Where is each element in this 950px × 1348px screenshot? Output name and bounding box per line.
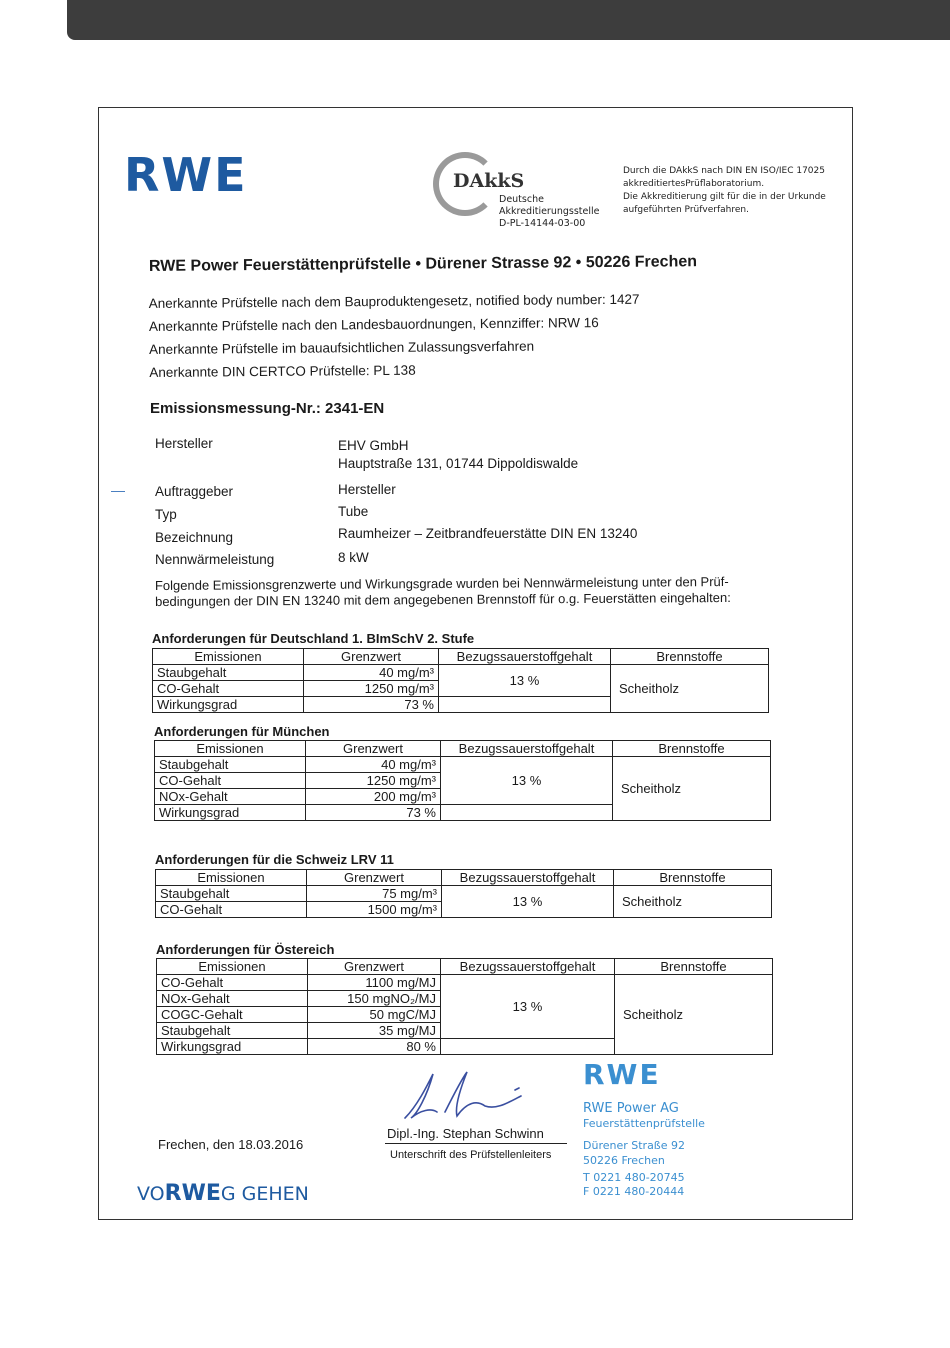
table-muenchen [154,740,771,821]
header-brennstoffe: Brennstoffe [613,741,771,757]
nennwaerme-label: Nennwärmeleistung [155,552,275,567]
typ-label: Typ [155,507,177,522]
typ-value: Tube [338,504,369,519]
recognition-line: Anerkannte Prüfstelle nach dem Bauproduktengesetz, notified body number: 1427 [148,291,640,312]
header-emissionen: Emissionen [157,959,308,975]
table-cell: Wirkungsgrad [157,1039,308,1055]
empty-cell [439,697,611,713]
table-cell: CO-Gehalt [153,681,304,697]
table-cell: Wirkungsgrad [153,697,304,713]
intro-text: Folgende Emissionsgrenzwerte und Wirkungsgrade wurden bei Nennwärmeleistung unter den Prüf- bedingungen der DIN EN 13240 mit dem angegebenen Brennstoff für o.g. Feuerstätten eingehalten: [154,573,731,609]
brennstoff-cell: Scheitholz [615,975,773,1055]
recognition-line: Anerkannte Prüfstelle nach den Landesbauordnungen, Kennziffer: NRW 16 [148,315,599,335]
header-grenzwert: Grenzwert [306,741,441,757]
auftraggeber-label: Auftraggeber [155,484,234,499]
table-schweiz [155,869,772,918]
header-grenzwert: Grenzwert [308,959,441,975]
table-cell: Staubgehalt [153,665,304,681]
footer-slogan: VORWEG GEHEN [137,1181,309,1206]
header-brennstoffe: Brennstoffe [614,870,772,886]
table-cell: 50 mgC/MJ [308,1007,441,1023]
place-date: Frechen, den 18.03.2016 [158,1137,304,1152]
stamp-address: Dürener Straße 92 50226 Frechen [583,1139,685,1167]
table-cell: 150 mgNO₂/MJ [308,991,441,1007]
rwe-logo: RWE [124,148,248,202]
accreditation-note: Durch die DAkkS nach DIN EN ISO/IEC 17025 akkreditiertesPrüflaboratorium. Die Akkreditierung gilt für die in der Urkunde aufgeführten Prüfverfahren. [623,166,826,215]
hersteller-label: Hersteller [155,436,213,451]
recognitions-list [149,288,641,384]
table-cell: 73 % [306,805,441,821]
table-cell: 1250 mg/m³ [306,773,441,789]
table-cell: Wirkungsgrad [155,805,306,821]
brennstoff-cell: Scheitholz [613,757,771,821]
header-bezug: Bezugssauerstoffgehalt [441,959,615,975]
header-grenzwert: Grenzwert [304,649,439,665]
header-emissionen: Emissionen [153,649,304,665]
table-cell: 1500 mg/m³ [307,902,442,918]
bezeichnung-label: Bezeichnung [155,530,234,545]
table-cell: Staubgehalt [156,886,307,902]
table-cell: CO-Gehalt [157,975,308,991]
signatory-name: Dipl.-Ing. Stephan Schwinn [387,1126,544,1141]
table-title-schweiz: Anforderungen für die Schweiz LRV 11 [155,852,394,867]
signatory-role: Unterschrift des Prüfstellenleiters [390,1149,552,1161]
table-cell: 1100 mg/MJ [308,975,441,991]
bezeichnung-value: Raumheizer – Zeitbrandfeuerstätte DIN EN 13240 [338,526,638,541]
table-cell: 73 % [304,697,439,713]
hersteller-address: Hauptstraße 131, 01744 Dippoldiswalde [338,456,579,471]
table-cell: 75 mg/m³ [307,886,442,902]
header-bezug: Bezugssauerstoffgehalt [439,649,611,665]
table-cell: NOx-Gehalt [157,991,308,1007]
header-emissionen: Emissionen [156,870,307,886]
bezug-cell: 13 % [439,665,611,697]
header-grenzwert: Grenzwert [307,870,442,886]
signature-line [385,1143,567,1144]
table-title-muenchen: Anforderungen für München [154,724,330,739]
stamp-logo: RWE [583,1058,661,1091]
header-brennstoffe: Brennstoffe [611,649,769,665]
table-oesterreich [156,958,773,1055]
brennstoff-cell: Scheitholz [614,886,772,918]
table-cell: 1250 mg/m³ [304,681,439,697]
margin-mark [111,491,125,492]
table-cell: CO-Gehalt [155,773,306,789]
nennwaerme-value: 8 kW [338,550,369,565]
header-bezug: Bezugssauerstoffgehalt [441,741,613,757]
table-cell: 35 mg/MJ [308,1023,441,1039]
table-title-deutschland: Anforderungen für Deutschland 1. BImSchV 2. Stufe [152,631,475,646]
page-title: RWE Power Feuerstättenprüfstelle • Dürener Strasse 92 • 50226 Frechen [148,253,698,275]
recognition-line: Anerkannte DIN CERTCO Prüfstelle: PL 138 [149,362,416,380]
table-cell: 80 % [308,1039,441,1055]
certificate-page [98,107,853,1220]
stamp-contact: T 0221 480-20745 F 0221 480-20444 [583,1171,685,1198]
table-deutschland [152,648,769,713]
table-cell: CO-Gehalt [156,902,307,918]
top-bar [67,0,950,40]
measurement-title: Emissionsmessung-Nr.: 2341-EN [150,400,385,417]
brennstoff-cell: Scheitholz [611,665,769,713]
dakks-logo: DAkkS [453,170,525,192]
table-cell: NOx-Gehalt [155,789,306,805]
signature-scribble [397,1066,537,1126]
table-cell: 200 mg/m³ [306,789,441,805]
empty-cell [441,805,613,821]
header-bezug: Bezugssauerstoffgehalt [442,870,614,886]
table-cell: 40 mg/m³ [306,757,441,773]
table-cell: COGC-Gehalt [157,1007,308,1023]
table-title-oesterreich: Anforderungen für Östereich [156,942,335,957]
table-cell: 40 mg/m³ [304,665,439,681]
stamp-company: RWE Power AG [583,1101,679,1116]
table-cell: Staubgehalt [157,1023,308,1039]
header-emissionen: Emissionen [155,741,306,757]
bezug-cell: 13 % [442,886,614,918]
empty-cell [441,1039,615,1055]
bezug-cell: 13 % [441,975,615,1039]
hersteller-value: EHV GmbH [338,438,409,453]
header-brennstoffe: Brennstoffe [615,959,773,975]
dakks-caption: Deutsche Akkreditierungsstelle D-PL-14144-03-00 [499,194,600,229]
table-cell: Staubgehalt [155,757,306,773]
auftraggeber-value: Hersteller [338,482,396,497]
stamp-unit: Feuerstättenprüfstelle [583,1117,705,1130]
bezug-cell: 13 % [441,757,613,805]
recognition-line: Anerkannte Prüfstelle im bauaufsichtlichen Zulassungsverfahren [149,338,535,357]
